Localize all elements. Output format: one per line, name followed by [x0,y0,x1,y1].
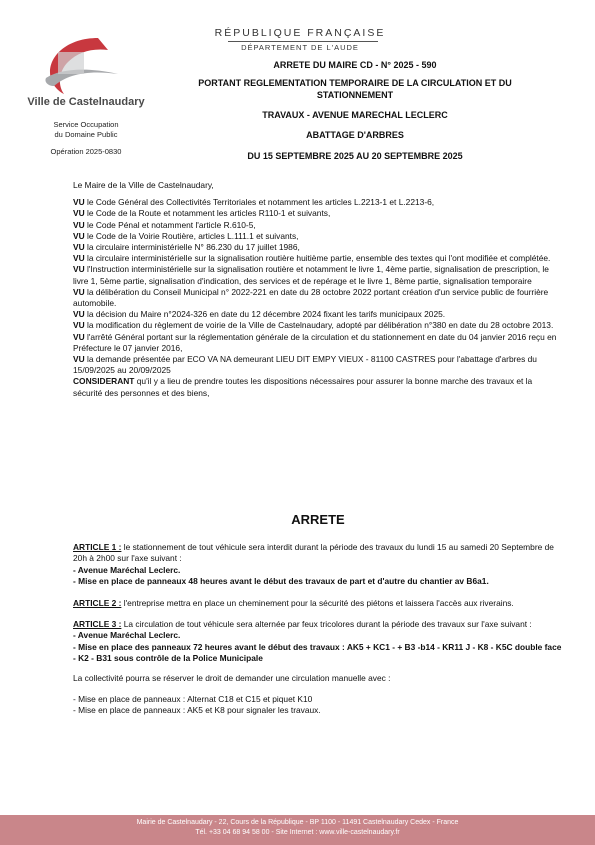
footer-address: Mairie de Castelnaudary - 22, Cours de la République - BP 1100 - 11491 Castelnaudary Cedex - France [136,819,459,826]
article-2-text: l'entreprise mettra en place un cheminement pour la sécurité des piétons et laissera l'accès aux riverains. [121,597,514,608]
articles [73,542,563,727]
article-3-item2: - Mise en place des panneaux 72 heures avant le début des travaux : AK5 + KC1 - + B3 -b14 - KR11 J - K8 - K5C double face - K2 - B31 sous contrôle de la Police Municipale [73,641,562,664]
footer-contact: Tél. +33 04 68 94 58 00 - Site Internet : www.ville-castelnaudary.fr [195,829,400,836]
vu-keyword: VU [73,264,85,275]
vu-item [73,332,563,354]
arrete-heading: ARRETE [291,512,345,527]
article-1-item2: - Mise en place de panneaux 48 heures avant le début des travaux de part et d'autre du chantier av B6a1. [73,576,489,587]
vu-text: qu'il y a lieu de prendre toutes les dispositions nécessaires pour assurer la bonne marche des travaux et la sécurité des personnes et des biens, [73,376,533,398]
vu-keyword: VU [73,230,85,241]
departement: DÉPARTEMENT DE L'AUDE [241,43,359,52]
vu-item [73,220,563,231]
vu-text: le Code de la Route et notamment les articles R110-1 et suivants, [84,208,331,219]
vu-keyword: VU [73,354,85,365]
article-1-label: ARTICLE 1 : [73,542,122,552]
vu-keyword: VU [73,197,85,208]
vu-keyword: CONSIDERANT [73,376,135,387]
article-3-item1: - Avenue Maréchal Leclerc. [73,630,181,641]
article-3-list1: - Mise en place de panneaux : Alternat C18 et C15 et piquet K10 [73,694,313,705]
republique-francaise: RÉPUBLIQUE FRANÇAISE [214,27,386,39]
service-line1: Service Occupation [53,120,119,129]
logo-grey-square [58,52,84,74]
vu-keyword: VU [73,208,85,219]
vu-keyword: VU [73,253,85,264]
operation-number: Opération 2025-0830 [50,147,122,156]
vu-keyword: VU [73,320,85,331]
title-block [160,59,550,162]
vu-text: la décision du Maire n°2024-326 en date du 12 décembre 2024 fixant les tarifs municipaux 2025. [84,309,446,320]
article-3-list2: - Mise en place de panneaux : AK5 et K8 pour signaler les travaux. [73,705,321,716]
vu-text: la circulaire interministérielle sur la signalisation routière huitième partie, ensemble des textes qui l'ont modifiée et complétée. [84,253,551,264]
service-name [22,120,150,140]
vu-item [73,354,563,376]
vu-item [73,320,563,331]
intro: Le Maire de la Ville de Castelnaudary, [73,180,214,190]
vu-list [73,197,563,399]
vu-text: le Code de la Voirie Routière, articles L.111.1 et suivants, [84,230,299,241]
preamble [73,180,563,399]
vu-text: la modification du règlement de voirie de la Ville de Castelnaudary, adopté par délibération n°380 en date du 28 octobre 2013. [84,320,554,331]
vu-keyword: VU [73,242,85,253]
title-line1: PORTANT REGLEMENTATION TEMPORAIRE DE LA CIRCULATION ET DU [198,78,512,88]
vu-keyword: VU [73,331,85,342]
vu-item [73,287,563,309]
vu-item [73,253,563,264]
vu-keyword: VU [73,309,85,320]
vu-text: le Code Général des Collectivités Territoriales et notamment les articles L.2213-1 et L.2213-6, [84,197,435,208]
vu-keyword: VU [73,219,85,230]
article-1-text: le stationnement de tout véhicule sera interdit durant la période des travaux du lundi 15 au samedi 20 Septembre de 20h à 2h00 sur l'axe suivant : [73,542,554,564]
article-2-label: ARTICLE 2 : [73,597,122,608]
dates-line: DU 15 SEPTEMBRE 2025 AU 20 SEPTEMBRE 2025 [247,151,463,161]
vu-text: la demande présentée par ECO VA NA demeurant LIEU DIT EMPY VIEUX - 81100 CASTRES pour l'abattage d'arbres du 15/09/2025 au 20/09/2025 [73,354,537,376]
article-1 [73,542,563,588]
service-line2: du Domaine Public [54,130,118,139]
vu-item [73,208,563,219]
vu-text: la délibération du Conseil Municipal n° 2022-221 en date du 28 octobre 2022 portant création d'un service public de fourrière automobile. [73,286,549,309]
vu-item [73,309,563,320]
article-3-label: ARTICLE 3 : [73,619,122,630]
vu-keyword: VU [73,286,85,297]
city-name: Ville de Castelnaudary [27,96,145,108]
vu-text: la circulaire interministérielle N° 86.230 du 17 juillet 1986, [84,242,300,253]
article-3 [73,619,563,717]
vu-text: l'arrêté Général portant sur la réglementation générale de la circulation et du stationnement en date du 04 janvier 2016 reçu en Préfecture le 07 janvier 2016, [73,331,557,353]
title-line2: STATIONNEMENT [316,90,394,100]
article-2 [73,598,563,609]
article-1-item1: - Avenue Maréchal Leclerc. [73,564,181,575]
vu-item [73,264,563,286]
vu-item [73,231,563,242]
header-rule [228,41,378,42]
article-3-text: La circulation de tout véhicule sera alternée par feux tricolores durant la période des travaux sur l'axe suivant : [121,619,532,630]
vu-text: le Code Pénal et notamment l'article R.610-5, [84,219,256,230]
vu-item [73,242,563,253]
travaux-line: TRAVAUX - AVENUE MARECHAL LECLERC [262,110,448,120]
article-3-note: La collectivité pourra se réserver le droit de demander une circulation manuelle avec : [73,672,391,683]
arrete-number: ARRETE DU MAIRE CD - N° 2025 - 590 [273,60,437,70]
vu-item [73,376,563,398]
city-logo [28,30,140,100]
vu-text: l'Instruction interministérielle sur la signalisation routière et notamment le livre 1, 4ème partie, signalisation de prescription, le livre 1, 5ème partie, signalisation d'indication, des services et de repérage et le livre 1, 8ème partie, signalisation temporaire [73,264,549,286]
abattage-line: ABATTAGE D'ARBRES [306,130,404,140]
vu-item [73,197,563,208]
footer [0,815,595,845]
